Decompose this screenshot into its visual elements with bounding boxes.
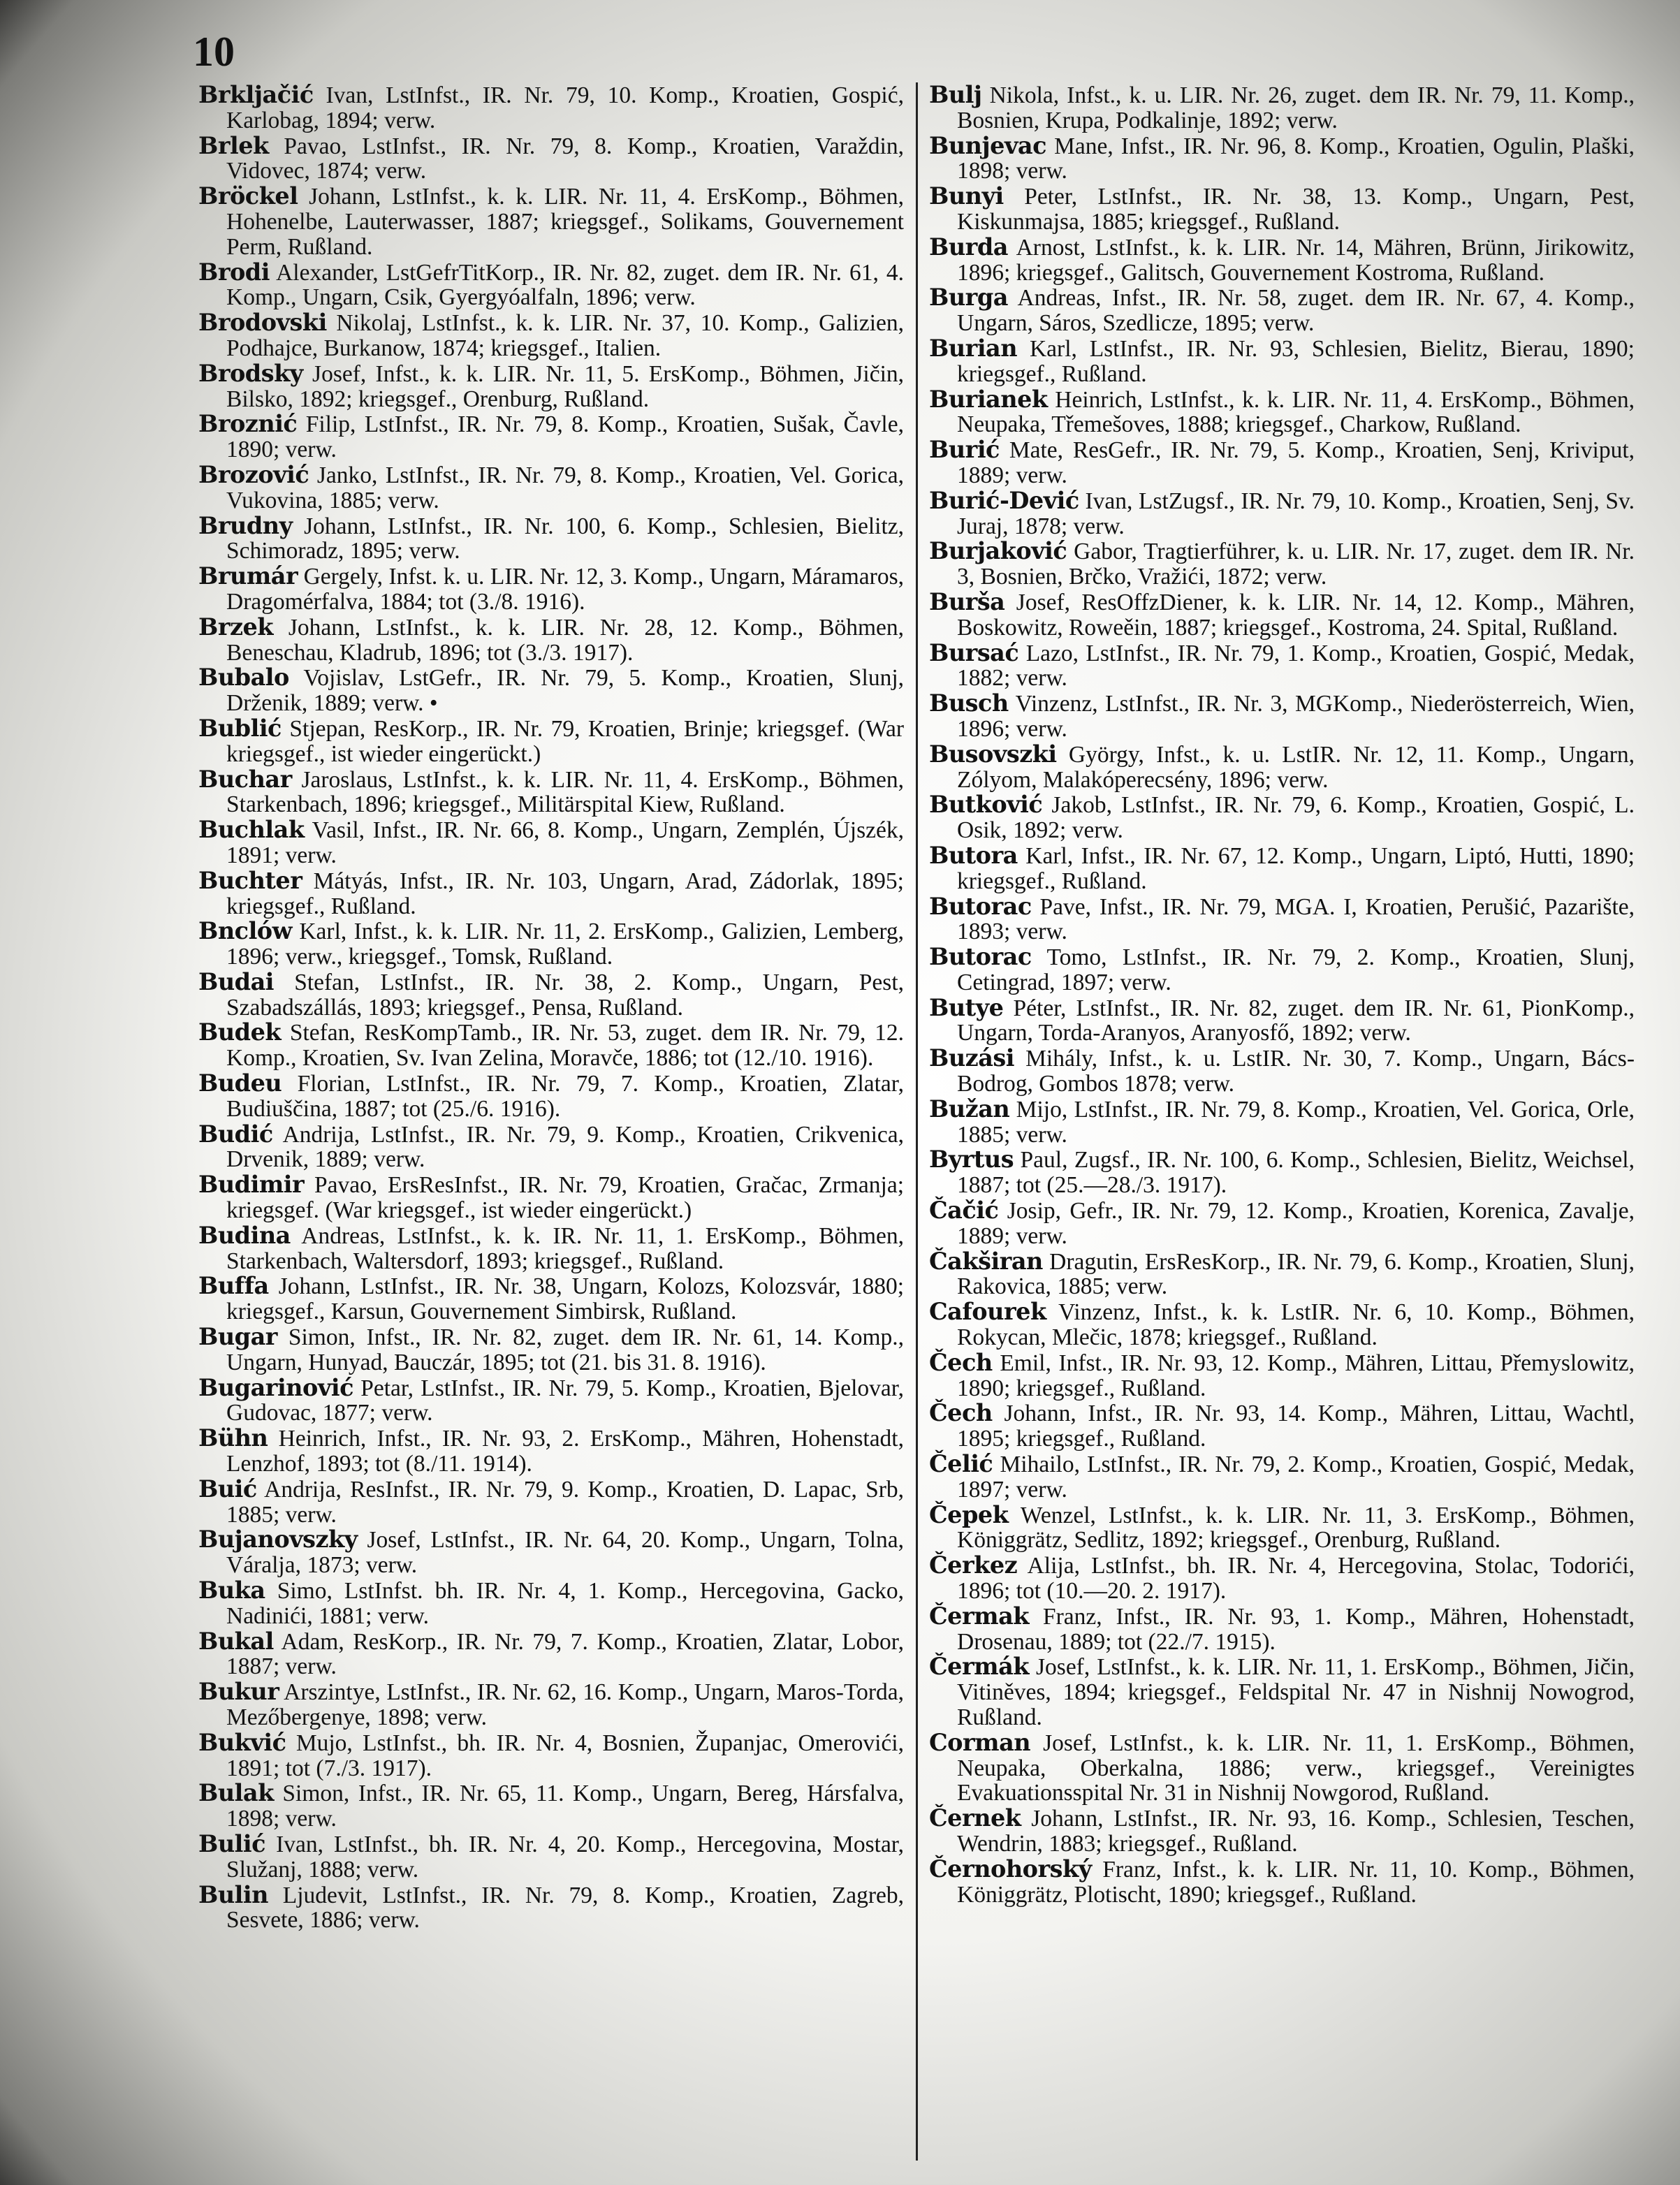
entry-details: Florian, LstInfst., IR. Nr. 79, 7. Komp., Kroatien, Zlatar, Budiuščina, 1887; tot (25./6. 1916). [226, 1071, 904, 1122]
entry-details: Johann, LstInfst., IR. Nr. 100, 6. Komp., Schlesien, Bielitz, Schimoradz, 1895; verw. [226, 513, 904, 564]
register-entry [198, 1223, 904, 1274]
entry-details: Nikola, Infst., k. u. LIR. Nr. 26, zuget. dem IR. Nr. 79, 11. Komp., Bosnien, Krupa, Podkalinje, 1892; verw. [957, 82, 1635, 133]
entry-surname: Buić [198, 1475, 257, 1503]
entry-surname: Buffa [198, 1272, 269, 1300]
entry-surname: Byrtus [929, 1146, 1014, 1174]
entry-surname: Čepek [929, 1500, 1009, 1528]
entry-details: Simon, Infst., IR. Nr. 65, 11. Komp., Ungarn, Bereg, Hársfalva, 1898; verw. [226, 1781, 904, 1832]
entry-surname: Bunjevac [929, 131, 1047, 159]
entry-surname: Bubalo [198, 664, 289, 692]
register-entry [929, 792, 1635, 843]
entry-details: Tomo, LstInfst., IR. Nr. 79, 2. Komp., Kroatien, Slunj, Cetingrad, 1897; verw. [957, 944, 1635, 995]
entry-details: Andreas, LstInfst., k. k. IR. Nr. 11, 1. ErsKomp., Böhmen, Starkenbach, Waltersdorf, 1893; kriegsgef., Rußland. [226, 1222, 904, 1274]
entry-surname: Bugar [198, 1323, 277, 1351]
entry-surname: Busch [929, 689, 1009, 717]
entry-surname: Černek [929, 1804, 1021, 1832]
register-entry [929, 539, 1635, 590]
entry-details: Alexander, LstGefrTitKorp., IR. Nr. 82, zuget. dem IR. Nr. 61, 4. Komp., Ungarn, Csik, Gyergyóalfaln, 1896; verw. [226, 259, 904, 311]
register-entry [198, 919, 904, 970]
entry-details: Andrija, ResInfst., IR. Nr. 79, 9. Komp., Kroatien, D. Lapac, Srb, 1885; verw. [226, 1476, 904, 1528]
entry-details: Karl, Infst., k. k. LIR. Nr. 11, 2. ErsKomp., Galizien, Lemberg, 1896; verw., kriegsgef., Tomsk, Rußland. [226, 919, 904, 970]
entry-surname: Cafourek [929, 1298, 1046, 1326]
register-entry [198, 665, 904, 716]
entry-details: Josef, LstInfst., k. k. LIR. Nr. 11, 1. ErsKomp., Böhmen, Neupaka, Oberkalna, 1886; verw., kriegsgef., Vereinigtes Evakuationsspital Nr. 31 in Nishnij Nowgorod, Rußland. [957, 1730, 1635, 1806]
entry-surname: Butye [929, 993, 1004, 1021]
entry-details: Mujo, LstInfst., bh. IR. Nr. 4, Bosnien, Županjac, Omerovići, 1891; tot (7./3. 1917). [226, 1730, 904, 1781]
entry-details: Stefan, LstInfst., IR. Nr. 38, 2. Komp., Ungarn, Pest, Szabadszállás, 1893; kriegsgef., Pensa, Rußland. [226, 969, 904, 1021]
entry-surname: Čačić [929, 1197, 999, 1225]
entry-surname: Burša [929, 587, 1005, 615]
entry-details: Stefan, ResKompTamb., IR. Nr. 53, zuget. dem IR. Nr. 79, 12. Komp., Kroatien, Sv. Ivan Zelina, Moravče, 1886; tot (12./10. 1916). [226, 1020, 904, 1072]
entry-details: Jakob, LstInfst., IR. Nr. 79, 6. Komp., Kroatien, Gospić, L. Osik, 1892; verw. [957, 792, 1635, 844]
entry-surname: Budeu [198, 1069, 282, 1097]
entry-surname: Burga [929, 284, 1008, 312]
register-entry [929, 1401, 1635, 1452]
entry-surname: Burda [929, 233, 1008, 261]
entry-surname: Butora [929, 841, 1018, 869]
entry-details: Vojislav, LstGefr., IR. Nr. 79, 5. Komp., Kroatien, Slunj, Drženik, 1889; verw. • [226, 665, 904, 717]
entry-details: Ljudevit, LstInfst., IR. Nr. 79, 8. Komp., Kroatien, Zagreb, Sesvete, 1886; verw. [226, 1882, 904, 1934]
entry-details: Johann, LstInfst., IR. Nr. 38, Ungarn, Kolozs, Kolozsvár, 1880; kriegsgef., Karsun, Gouvernement Simbirsk, Rußland. [226, 1273, 904, 1325]
register-entry [929, 1046, 1635, 1097]
entry-surname: Brodi [198, 258, 270, 286]
register-entry [198, 1020, 904, 1071]
entry-surname: Butorac [929, 892, 1032, 920]
register-entry [929, 995, 1635, 1046]
entry-details: Karl, LstInfst., IR. Nr. 93, Schlesien, Bielitz, Bierau, 1890; kriegsgef., Rußland. [957, 335, 1635, 387]
register-entry [198, 1477, 904, 1528]
entry-details: Ivan, LstInfst., bh. IR. Nr. 4, 20. Komp., Hercegovina, Mostar, Služanj, 1888; verw. [226, 1831, 904, 1883]
register-entry [929, 235, 1635, 286]
entry-surname: Budai [198, 967, 275, 995]
entry-details: Pave, Infst., IR. Nr. 79, MGA. I, Kroatien, Perušić, Pazarište, 1893; verw. [957, 893, 1635, 945]
entry-surname: Burić-Dević [929, 486, 1079, 514]
entry-details: Simo, LstInfst. bh. IR. Nr. 4, 1. Komp., Hercegovina, Gacko, Nadinići, 1881; verw. [226, 1578, 904, 1629]
register-entry [929, 843, 1635, 894]
entry-surname: Buchar [198, 765, 292, 793]
entry-surname: Bulj [929, 81, 982, 108]
entry-details: Josip, Gefr., IR. Nr. 79, 12. Komp., Kroatien, Korenica, Zavalje, 1889; verw. [957, 1198, 1635, 1249]
entry-details: Lazo, LstInfst., IR. Nr. 79, 1. Komp., Kroatien, Gospić, Medak, 1882; verw. [957, 640, 1635, 692]
register-entry [198, 462, 904, 513]
register-entry [929, 638, 1635, 692]
entry-surname: Brodsky [198, 359, 303, 387]
entry-surname: Bulak [198, 1779, 274, 1807]
entry-surname: Brumár [198, 562, 298, 590]
entry-surname: Bugarinović [198, 1373, 353, 1401]
register-entry [198, 310, 904, 361]
register-entry [198, 1578, 904, 1629]
register-entry [929, 387, 1635, 438]
entry-surname: Burjaković [929, 537, 1067, 565]
entry-surname: Brkljačić [198, 81, 314, 108]
right-column [929, 82, 1635, 1907]
register-entry [198, 1880, 904, 1934]
entry-details: Vasil, Infst., IR. Nr. 66, 8. Komp., Ungarn, Zemplén, Újszék, 1891; verw. [226, 817, 904, 868]
register-entry [929, 691, 1635, 742]
register-entry [198, 82, 904, 133]
entry-details: Peter, LstInfst., IR. Nr. 38, 13. Komp., Ungarn, Pest, Kiskunmajsa, 1885; kriegsgef., Rußland. [957, 184, 1635, 235]
entry-surname: Butorac [929, 943, 1032, 971]
entry-details: Nikolaj, LstInfst., k. k. LIR. Nr. 37, 10. Komp., Galizien, Podhajce, Burkanow, 1874; kriegsgef., Italien. [226, 310, 904, 361]
entry-details: Josef, Infst., k. k. LIR. Nr. 11, 5. ErsKomp., Böhmen, Jičin, Bilsko, 1892; kriegsgef., Orenburg, Rußland. [226, 360, 904, 412]
entry-surname: Čelić [929, 1450, 993, 1478]
register-entry [929, 1097, 1635, 1148]
entry-details: Ivan, LstZugsf., IR. Nr. 79, 10. Komp., Kroatien, Senj, Sv. Juraj, 1878; verw. [957, 488, 1635, 539]
entry-details: Josef, LstInfst., k. k. LIR. Nr. 11, 1. ErsKomp., Böhmen, Jičin, Vitiněves, 1894; kriegsgef., Feldspital Nr. 47 in Nishnij Nowogrod, Rußland. [957, 1654, 1635, 1730]
register-entry [929, 437, 1635, 488]
entry-surname: Čerkez [929, 1551, 1018, 1579]
entry-surname: Budić [198, 1120, 273, 1148]
register-entry [198, 767, 904, 818]
entry-surname: Broznić [198, 410, 298, 438]
entry-surname: Busovszki [929, 740, 1057, 768]
entry-details: Mihály, Infst., k. u. LstIR. Nr. 30, 7. Komp., Ungarn, Bács-Bodrog, Gombos 1878; verw. [957, 1046, 1635, 1097]
register-entry [929, 1452, 1635, 1503]
entry-surname: Butković [929, 791, 1043, 819]
entry-details: Alija, LstInfst., bh. IR. Nr. 4, Hercegovina, Stolac, Todorići, 1896; tot (10.—20. 2. 1917). [957, 1553, 1635, 1605]
entry-surname: Bublić [198, 714, 282, 742]
entry-surname: Bnclów [198, 917, 292, 945]
register-entry [929, 1654, 1635, 1730]
entry-surname: Bursać [929, 638, 1019, 666]
entry-surname: Čech [929, 1399, 993, 1427]
entry-details: Filip, LstInfst., IR. Nr. 79, 8. Komp., Kroatien, Sušak, Čavle, 1890; verw. [226, 411, 904, 463]
register-entry [929, 1604, 1635, 1655]
entry-details: Dragutin, ErsResKorp., IR. Nr. 79, 6. Komp., Kroatien, Slunj, Rakovica, 1885; verw. [957, 1248, 1635, 1300]
entry-surname: Budek [198, 1018, 282, 1046]
register-entry [198, 1071, 904, 1122]
entry-details: Simon, Infst., IR. Nr. 82, zuget. dem IR. Nr. 61, 14. Komp., Ungarn, Hunyad, Bauczár, 1895; tot (21. bis 31. 8. 1916). [226, 1324, 904, 1375]
register-entry [929, 944, 1635, 995]
entry-surname: Čech [929, 1348, 993, 1376]
entry-surname: Čakširan [929, 1247, 1043, 1275]
entry-details: Wenzel, LstInfst., k. k. LIR. Nr. 11, 3. ErsKomp., Böhmen, Königgrätz, Sedlitz, 1892; kriegsgef., Orenburg, Rußland. [957, 1502, 1635, 1554]
register-entry [198, 411, 904, 462]
register-entry [929, 1553, 1635, 1604]
register-entry [929, 1299, 1635, 1350]
entry-details: Pavao, LstInfst., IR. Nr. 79, 8. Komp., Kroatien, Varaždin, Vidovec, 1874; verw. [226, 133, 904, 184]
column-divider [916, 82, 918, 2161]
entry-surname: Bukur [198, 1678, 279, 1706]
entry-details: Arnost, LstInfst., k. k. LIR. Nr. 14, Mähren, Brünn, Jirikowitz, 1896; kriegsgef., Galitsch, Gouvernement Kostroma, Rußland. [957, 234, 1635, 286]
entry-surname: Budimir [198, 1171, 305, 1199]
register-entry [198, 1324, 904, 1375]
register-entry [929, 894, 1635, 945]
entry-details: Heinrich, Infst., IR. Nr. 93, 2. ErsKomp., Mähren, Hohenstadt, Lenzhof, 1893; tot (8./11. 1914). [226, 1426, 904, 1477]
register-entry [198, 1829, 904, 1883]
entry-details: Mane, Infst., IR. Nr. 96, 8. Komp., Kroatien, Ogulin, Plaški, 1898; verw. [957, 133, 1635, 184]
entry-surname: Bujanovszky [198, 1526, 358, 1554]
register-entry [198, 967, 904, 1021]
register-entry [198, 1730, 904, 1781]
entry-surname: Burić [929, 436, 1000, 464]
entry-surname: Budina [198, 1221, 291, 1249]
register-entry [198, 1426, 904, 1477]
entry-details: Franz, Infst., k. k. LIR. Nr. 11, 10. Komp., Böhmen, Königgrätz, Plotischt, 1890; kriegsgef., Rußland. [957, 1856, 1635, 1908]
register-entry [198, 513, 904, 564]
register-entry [198, 716, 904, 767]
register-entry [198, 868, 904, 919]
entry-surname: Burianek [929, 385, 1048, 413]
register-entry [929, 336, 1635, 387]
register-entry [198, 1781, 904, 1832]
entry-surname: Brodovski [198, 309, 327, 337]
entry-details: Franz, Infst., IR. Nr. 93, 1. Komp., Mähren, Hohenstadt, Drosenau, 1889; tot (22./7. 1915). [957, 1603, 1635, 1655]
entry-details: Jaroslaus, LstInfst., k. k. LIR. Nr. 11, 4. ErsKomp., Böhmen, Starkenbach, 1896; kriegsgef., Militärspital Kiew, Rußland. [226, 766, 904, 818]
entry-surname: Bukal [198, 1627, 274, 1655]
entry-surname: Buchter [198, 866, 302, 894]
register-entry [929, 742, 1635, 793]
register-entry [929, 1198, 1635, 1249]
entry-details: Johann, LstInfst., IR. Nr. 93, 16. Komp., Schlesien, Teschen, Wendrin, 1883; kriegsgef., Rußland. [957, 1806, 1635, 1857]
entry-details: Mátyás, Infst., IR. Nr. 103, Ungarn, Arad, Zádorlak, 1895; kriegsgef., Rußland. [226, 868, 904, 919]
entry-surname: Černohorský [929, 1855, 1092, 1883]
entry-details: Vinzenz, LstInfst., IR. Nr. 3, MGKomp., Niederösterreich, Wien, 1896; verw. [957, 691, 1635, 742]
entry-details: Johann, LstInfst., k. k. LIR. Nr. 11, 4. ErsKomp., Böhmen, Hohenelbe, Lauterwasser, 1887; kriegsgef., Solikams, Gouvernement Perm, Rußland. [226, 184, 904, 260]
register-entry [929, 1147, 1635, 1198]
register-entry [929, 133, 1635, 184]
register-entry [929, 1350, 1635, 1401]
register-entry [198, 260, 904, 311]
left-column [198, 82, 904, 1933]
register-entry [198, 1679, 904, 1730]
register-entry [929, 1500, 1635, 1554]
entry-surname: Bunyi [929, 182, 1004, 210]
entry-details: Mate, ResGefr., IR. Nr. 79, 5. Komp., Kroatien, Senj, Kriviput, 1889; verw. [957, 437, 1635, 488]
entry-surname: Buzási [929, 1044, 1014, 1072]
entry-details: Vinzenz, Infst., k. k. LstIR. Nr. 6, 10. Komp., Böhmen, Rokycan, Mlečic, 1878; kriegsgef., Rußland. [957, 1299, 1635, 1351]
entry-surname: Brozović [198, 460, 309, 488]
register-entry [198, 1122, 904, 1173]
register-entry [198, 1629, 904, 1680]
entry-details: Petar, LstInfst., IR. Nr. 79, 5. Komp., Kroatien, Bjelovar, Gudovac, 1877; verw. [226, 1375, 904, 1426]
register-entry [198, 1273, 904, 1324]
entry-details: Andreas, Infst., IR. Nr. 58, zuget. dem IR. Nr. 67, 4. Komp., Ungarn, Sáros, Szedlicze, 1895; verw. [957, 285, 1635, 337]
entry-details: Paul, Zugsf., IR. Nr. 100, 6. Komp., Schlesien, Bielitz, Weichsel, 1887; tot (25.—28./3. 1917). [957, 1147, 1635, 1199]
entry-surname: Burian [929, 334, 1018, 362]
entry-details: Gergely, Infst. k. u. LIR. Nr. 12, 3. Komp., Ungarn, Máramaros, Dragomérfalva, 1884; tot (3./8. 1916). [226, 564, 904, 615]
entry-details: Gabor, Tragtierführer, k. u. LIR. Nr. 17, zuget. dem IR. Nr. 3, Bosnien, Brčko, Vražići, 1872; verw. [957, 539, 1635, 590]
register-entry [929, 82, 1635, 133]
entry-details: Adam, ResKorp., IR. Nr. 79, 7. Komp., Kroatien, Zlatar, Lobor, 1887; verw. [226, 1628, 904, 1680]
entry-details: Josef, LstInfst., IR. Nr. 64, 20. Komp., Ungarn, Tolna, Váralja, 1873; verw. [226, 1527, 904, 1579]
entry-details: Pavao, ErsResInfst., IR. Nr. 79, Kroatien, Gračac, Zrmanja; kriegsgef. (War kriegsgef., ist wieder eingerückt.) [226, 1172, 904, 1224]
register-entry [198, 615, 904, 666]
register-entry [929, 285, 1635, 336]
register-entry [198, 1375, 904, 1426]
register-entry [929, 488, 1635, 539]
entry-details: Heinrich, LstInfst., k. k. LIR. Nr. 11, 4. ErsKomp., Böhmen, Neupaka, Třemešoves, 1888; kriegsgef., Charkow, Rußland. [957, 386, 1635, 438]
entry-surname: Brzek [198, 613, 274, 641]
register-entry [198, 133, 904, 184]
register-entry [198, 361, 904, 412]
entry-surname: Čermak [929, 1602, 1029, 1630]
entry-details: Mihailo, LstInfst., IR. Nr. 79, 2. Komp., Kroatien, Gospić, Medak, 1897; verw. [957, 1452, 1635, 1503]
register-entry [198, 1172, 904, 1223]
entry-surname: Buka [198, 1577, 265, 1605]
entry-surname: Bröckel [198, 182, 298, 210]
entry-details: György, Infst., k. u. LstIR. Nr. 12, 11. Komp., Ungarn, Zólyom, Malakóperecsény, 1896; verw. [957, 741, 1635, 793]
entry-surname: Bužan [929, 1095, 1010, 1123]
entry-surname: Brlek [198, 131, 269, 159]
entry-details: Emil, Infst., IR. Nr. 93, 12. Komp., Mähren, Littau, Přemyslowitz, 1890; kriegsgef., Rußland. [957, 1350, 1635, 1401]
entry-details: Ivan, LstInfst., IR. Nr. 79, 10. Komp., Kroatien, Gospić, Karlobag, 1894; verw. [226, 82, 904, 133]
entry-surname: Buchlak [198, 816, 305, 844]
register-entry [929, 1730, 1635, 1806]
register-entry [929, 1806, 1635, 1857]
entry-details: Janko, LstInfst., IR. Nr. 79, 8. Komp., Kroatien, Vel. Gorica, Vukovina, 1885; verw. [226, 462, 904, 513]
entry-details: Josef, ResOffzDiener, k. k. LIR. Nr. 14, 12. Komp., Mähren, Boskowitz, Roweěin, 1887; kriegsgef., Kostroma, 24. Spital, Rußland. [957, 589, 1635, 641]
entry-details: Andrija, LstInfst., IR. Nr. 79, 9. Komp., Kroatien, Crikvenica, Drvenik, 1889; verw. [226, 1121, 904, 1173]
entry-details: Johann, Infst., IR. Nr. 93, 14. Komp., Mähren, Littau, Wachtl, 1895; kriegsgef., Rußland. [957, 1401, 1635, 1452]
entry-details: Péter, LstInfst., IR. Nr. 82, zuget. dem IR. Nr. 61, PionKomp., Ungarn, Torda-Aranyos, Aranyosfő, 1892; verw. [957, 995, 1635, 1046]
register-entry [198, 184, 904, 259]
register-entry [198, 564, 904, 615]
entry-surname: Čermák [929, 1653, 1029, 1681]
entry-details: Karl, Infst., IR. Nr. 67, 12. Komp., Ungarn, Liptó, Hutti, 1890; kriegsgef., Rußland. [957, 842, 1635, 894]
entry-surname: Bulić [198, 1829, 266, 1857]
entry-details: Stjepan, ResKorp., IR. Nr. 79, Kroatien, Brinje; kriegsgef. (War kriegsgef., ist wieder eingerückt.) [226, 715, 904, 767]
register-entry [929, 1249, 1635, 1300]
register-entry [929, 1857, 1635, 1908]
entry-surname: Corman [929, 1728, 1031, 1756]
entry-surname: Brudny [198, 511, 293, 539]
entry-surname: Bühn [198, 1424, 268, 1452]
register-entry [929, 184, 1635, 235]
register-entry [198, 1527, 904, 1578]
entry-details: Mijo, LstInfst., IR. Nr. 79, 8. Komp., Kroatien, Vel. Gorica, Orle, 1885; verw. [957, 1096, 1635, 1148]
entry-surname: Bukvić [198, 1728, 286, 1756]
page-number: 10 [193, 29, 235, 75]
entry-details: Arszintye, LstInfst., IR. Nr. 62, 16. Komp., Ungarn, Maros-Torda, Mezőbergenye, 1898; verw. [226, 1679, 904, 1730]
register-entry [198, 817, 904, 868]
register-entry [929, 587, 1635, 641]
entry-details: Johann, LstInfst., k. k. LIR. Nr. 28, 12. Komp., Böhmen, Beneschau, Kladrub, 1896; tot (3./3. 1917). [226, 614, 904, 666]
entry-surname: Bulin [198, 1880, 268, 1908]
